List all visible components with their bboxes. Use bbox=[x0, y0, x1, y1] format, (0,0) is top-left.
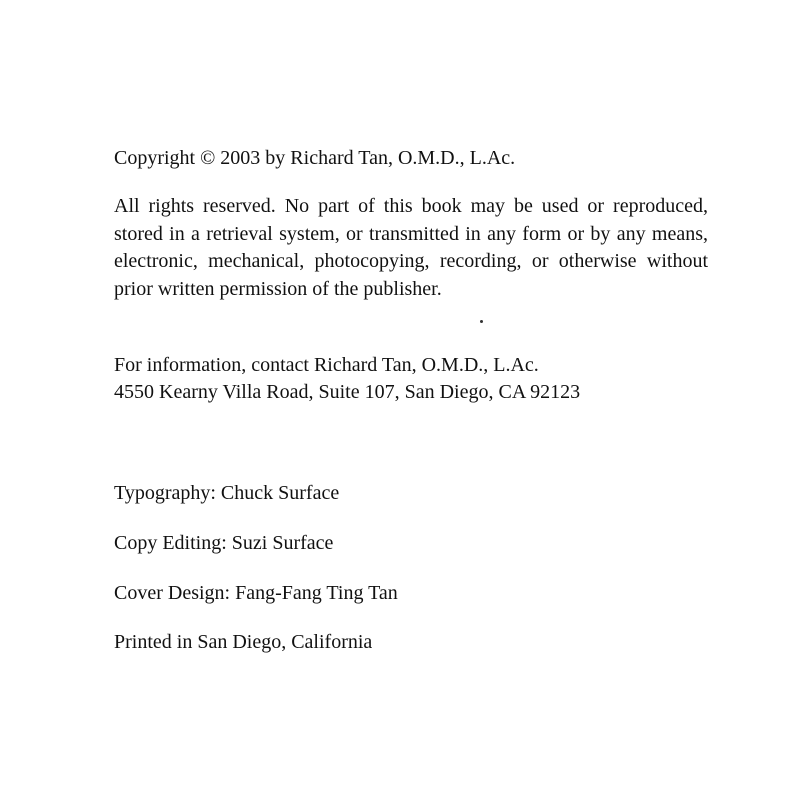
printed-location: Printed in San Diego, California bbox=[114, 631, 373, 653]
stray-dot bbox=[480, 320, 483, 323]
contact-line: For information, contact Richard Tan, O.M.D., L.Ac. bbox=[114, 354, 539, 376]
cover-design-credit: Cover Design: Fang-Fang Ting Tan bbox=[114, 582, 398, 604]
address-line: 4550 Kearny Villa Road, Suite 107, San Diego, CA 92123 bbox=[114, 381, 581, 403]
typography-credit: Typography: Chuck Surface bbox=[114, 482, 340, 504]
rights-statement: All rights reserved. No part of this book may be used or reproduced, stored in a retrieval system, or transmitted in any form or by any means, electronic, mechanical, photocopying, recording, or otherwise without prior written permission of the publisher. bbox=[114, 195, 708, 300]
copyright-notice: Copyright © 2003 by Richard Tan, O.M.D., L.Ac. bbox=[114, 147, 516, 169]
copy-editing-credit: Copy Editing: Suzi Surface bbox=[114, 532, 334, 554]
